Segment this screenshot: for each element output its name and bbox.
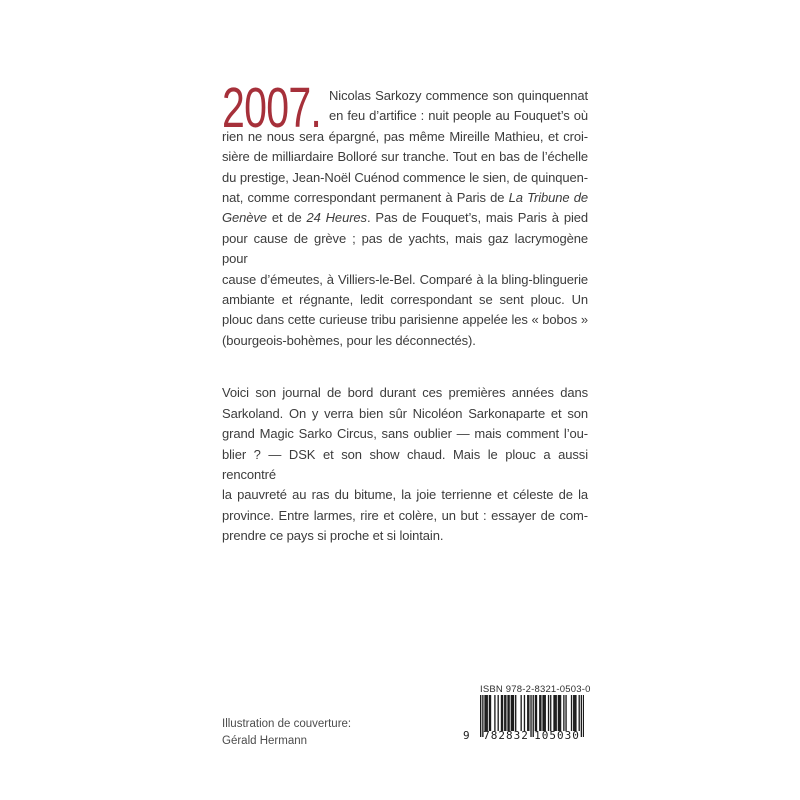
text-line: blier ? — DSK et son show chaud. Mais le plouc a aussi rencontré [222,446,588,482]
ean-left-group: 782832 [483,729,529,742]
blurb-text-block [222,76,588,547]
text-line: (bourgeois-bohèmes, pour les déconnectés). [222,332,476,348]
barcode [460,684,590,742]
text-line: ambiante et régnante, ledit correspondant se sent plouc. Un [222,292,588,308]
text-line: pour cause de grève ; pas de yachts, mais gaz lacrymogène pour [222,230,588,267]
text-line: sière de milliardaire Bolloré sur tranche. Tout en bas de l’échelle [222,149,588,165]
text-line: Genève et de 24 Heures. Pas de Fouquet’s, mais Paris à pied [222,210,588,226]
text-line: nat, comme correspondant permanent à Paris de La Tribune de [222,190,588,206]
text-line: en feu d’artifice : nuit people au Fouquet’s où [329,108,588,124]
text-line: du prestige, Jean-Noël Cuénod commence le sien, de quinquen- [222,169,588,185]
ean-first-digit: 9 [463,729,471,742]
year-heading: 2007. [222,76,322,140]
text-line: prendre ce pays si proche et si lointain. [222,528,444,544]
text-line: grand Magic Sarko Circus, sans oublier — mais comment l’ou- [222,426,588,442]
ean-digits [460,729,590,742]
text-line: cause d’émeutes, à Villiers-le-Bel. Comparé à la bling-blinguerie [222,271,588,287]
text-line: Sarkoland. On y verra bien sûr Nicoléon Sarkonaparte et son [222,405,588,421]
text-line: Voici son journal de bord durant ces premières années dans [222,385,588,401]
text-line: la pauvreté au ras du bitume, la joie terrienne et céleste de la [222,487,588,503]
ean-right-group: 105030 [534,729,580,742]
paragraph-2 [222,383,588,546]
text-line: Nicolas Sarkozy commence son quinquennat [329,88,588,103]
credit-label: Illustration de couverture: [222,718,352,730]
credit-artist-name: Gérald Hermann [222,735,308,747]
text-line: rien ne nous sera épargné, pas même Mireille Mathieu, et croi- [222,128,588,144]
cover-illustration-credit [222,716,351,750]
text-line: plouc dans cette curieuse tribu parisienne appelée les « bobos » [222,312,588,328]
text-line: province. Entre larmes, rire et colère, un but : essayer de com- [222,507,588,523]
isbn-label: ISBN 978-2-8321-0503-0 [480,684,591,695]
